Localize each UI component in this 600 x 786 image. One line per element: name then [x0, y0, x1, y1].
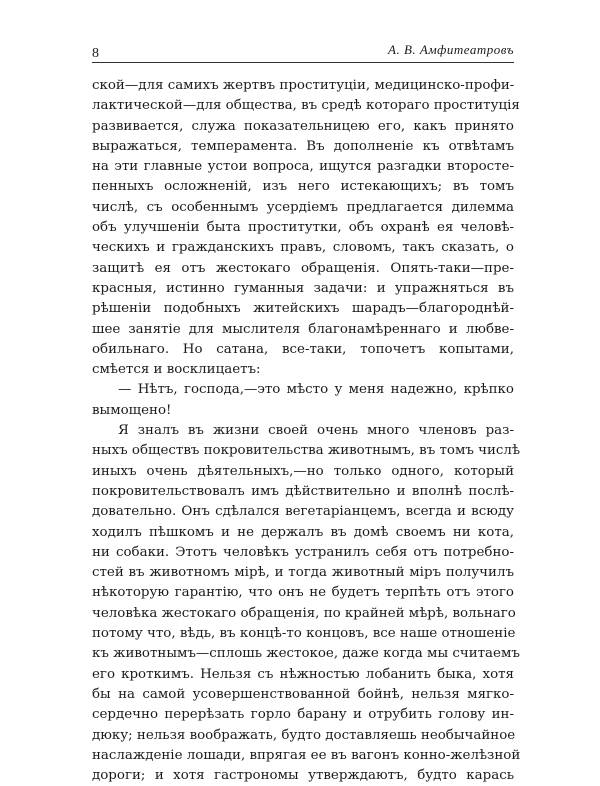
text-line: развивается, служа показательницею его, какъ принято: [92, 118, 514, 134]
text-line: вымощено!: [92, 402, 172, 418]
page-number: 8: [92, 46, 99, 61]
text-line: покровительствовалъ имъ дѣйствительно и вполнѣ послѣ-: [92, 483, 514, 499]
text-line: ныхъ обществъ покровительства животнымъ, въ томъ числѣ: [92, 443, 521, 459]
text-line: наслажденіе лошади, впрягая ее въ вагонъ конно-желѣзной: [92, 747, 521, 763]
text-line: пенныхъ осложненій, изъ него истекающихъ; въ томъ: [92, 179, 514, 195]
text-line: красныя, истинно гуманныя задачи: и упражняться въ: [92, 280, 514, 296]
text-line: смѣется и восклицаетъ:: [92, 362, 261, 378]
text-line: дюку; нельзя воображать, будто доставляешь необычайное: [92, 727, 516, 743]
text-line: числѣ, съ особеннымъ усердіемъ предлагается дилемма: [92, 199, 514, 215]
text-line: обильнаго. Но сатана, все-таки, топочетъ копытами,: [92, 341, 514, 357]
text-line: объ улучшеніи быта проститутки, объ охранѣ ея человѣ-: [92, 220, 514, 236]
text-line: — Нѣтъ, господа,—это мѣсто у меня надежно, крѣпко: [118, 382, 514, 398]
text-line: рѣшеніи подобныхъ житейскихъ шарадъ—благороднѣй-: [92, 301, 514, 317]
text-line: человѣка жестокаго обращенія, по крайней мѣрѣ, вольнаго: [92, 605, 516, 621]
text-line: нѣкоторую гарантію, что онъ не будетъ терпѣть отъ этого: [92, 585, 514, 601]
running-head: А. В. Амфитеатровъ: [388, 42, 514, 57]
text-line: сердечно перерѣзать горло барану и отрубить голову ин-: [92, 707, 514, 723]
text-line: шее занятіе для мыслителя благонамѣреннаго и любве-: [92, 321, 514, 337]
text-line: на эти главные устои вопроса, ищутся разгадки второсте-: [92, 159, 514, 175]
text-line: ни собаки. Этотъ человѣкъ устранилъ себя отъ потребно-: [92, 544, 514, 560]
text-line: стей въ животномъ мірѣ, и тогда животный міръ получилъ: [92, 565, 514, 581]
text-line: ской—для самихъ жертвъ проституціи, медицинско-профи-: [92, 78, 515, 93]
text-line: довательно. Онъ сдѣлался вегетаріанцемъ, всегда и всюду: [92, 504, 514, 520]
text-line: защитѣ ея отъ жестокаго обращенія. Опять-таки—пре-: [92, 260, 514, 276]
text-line: лактической—для общества, въ средѣ котораго проституція: [92, 98, 520, 114]
text-line: ческихъ и гражданскихъ правъ, словомъ, такъ сказать, о: [92, 240, 514, 256]
header-rule: [92, 62, 514, 63]
text-line: Я зналъ въ жизни своей очень много членовъ раз-: [118, 423, 514, 439]
text-line: его кроткимъ. Нельзя съ нѣжностью лобанить быка, хотя: [92, 666, 514, 682]
text-line: иныхъ очень дѣятельныхъ,—но только одного, который: [92, 463, 514, 479]
text-line: потому что, вѣдь, въ концѣ-то концовъ, все наше отношеніе: [92, 626, 516, 642]
body-text: [92, 76, 521, 786]
text-line: выражаться, темперамента. Въ дополненіе къ отвѣтамъ: [92, 138, 514, 154]
text-line: къ животнымъ—сплошь жестокое, даже когда мы считаемъ: [92, 646, 520, 662]
text-line: бы на самой усовершенствованной бойнѣ, нельзя мягко-: [92, 686, 514, 702]
text-line: ходилъ пѣшкомъ и не держалъ въ домѣ своемъ ни кота,: [92, 524, 514, 540]
text-line: дороги; и хотя гастрономы утверждаютъ, будто карась: [92, 768, 514, 784]
